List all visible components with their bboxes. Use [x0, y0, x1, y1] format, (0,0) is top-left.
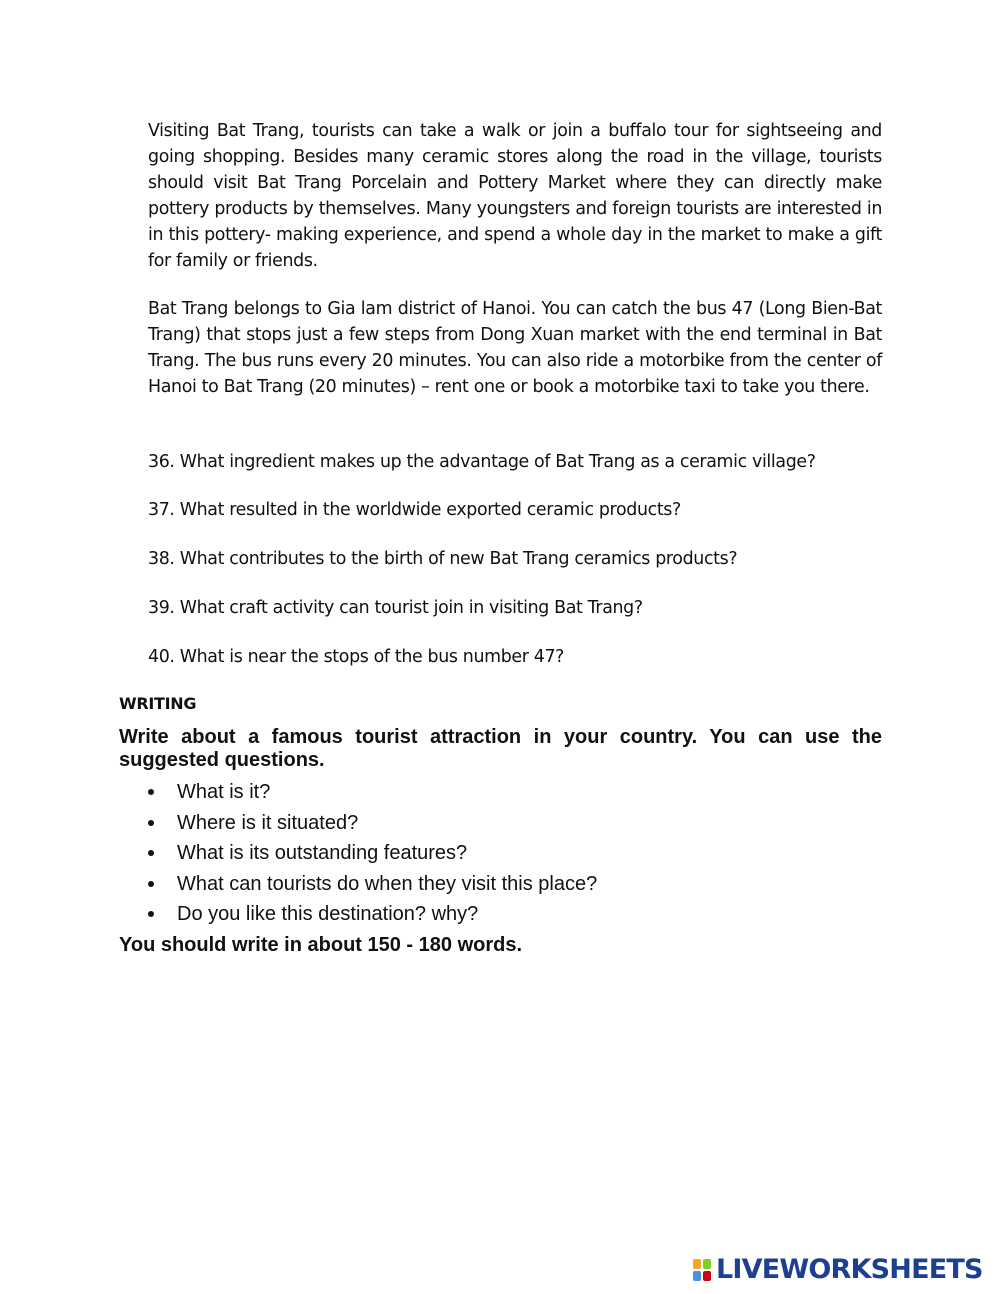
logo-tile [703, 1271, 711, 1281]
bullet-icon [148, 850, 154, 856]
suggested-question: Do you like this destination? why? [177, 903, 479, 926]
list-item [119, 901, 597, 932]
bullet-icon [148, 911, 154, 917]
reading-paragraph-1: Visiting Bat Trang, tourists can take a walk or join a buffalo tour for sightseeing and going shopping. Besides many ceramic stores along the road in the village, tourists should visit Bat Trang Porcelain and Pottery Market where they can directly make pottery products by themselves. Many youngsters and foreign tourists are interested in in this pottery- making experience, and spend a whole day in the market to make a gift for family or friends. [148, 121, 882, 271]
suggested-question: What can tourists do when they visit this place? [177, 872, 598, 895]
brand-wordmark: LIVEWORKSHEETS [716, 1254, 983, 1285]
suggested-question: Where is it situated? [177, 811, 359, 834]
suggested-questions-list [119, 779, 597, 932]
question-36: 36. What ingredient makes up the advantage of Bat Trang as a ceramic village? [148, 452, 816, 472]
suggested-question: What is its outstanding features? [177, 842, 468, 865]
writing-prompt: Write about a famous tourist attraction in your country. You can use the suggested questions. [119, 726, 882, 771]
list-item [119, 840, 597, 871]
logo-tile [703, 1259, 711, 1269]
reading-paragraph-2: Bat Trang belongs to Gia lam district of Hanoi. You can catch the bus 47 (Long Bien-Bat Trang) that stops just a few steps from Dong Xuan market with the end terminal in Bat Trang. The bus runs every 20 minutes. You can also ride a motorbike from the center of Hanoi to Bat Trang (20 minutes) – rent one or book a motorbike taxi to take you there. [148, 299, 882, 397]
question-38: 38. What contributes to the birth of new Bat Trang ceramics products? [148, 549, 738, 569]
logo-tile [693, 1271, 701, 1281]
logo-tile [693, 1259, 701, 1269]
bullet-icon [148, 789, 154, 795]
list-item [119, 871, 597, 902]
suggested-question: What is it? [177, 781, 271, 803]
question-37: 37. What resulted in the worldwide exported ceramic products? [148, 500, 681, 520]
liveworksheets-brand[interactable] [692, 1254, 983, 1286]
list-item [119, 779, 597, 810]
writing-heading: WRITING [119, 694, 197, 713]
bullet-icon [148, 881, 154, 887]
word-limit-instruction: You should write in about 150 - 180 words. [119, 934, 523, 956]
question-39: 39. What craft activity can tourist join in visiting Bat Trang? [148, 598, 643, 618]
question-40: 40. What is near the stops of the bus number 47? [148, 647, 565, 667]
liveworksheets-logo-icon [692, 1258, 712, 1282]
bullet-icon [148, 820, 154, 826]
list-item [119, 810, 597, 841]
